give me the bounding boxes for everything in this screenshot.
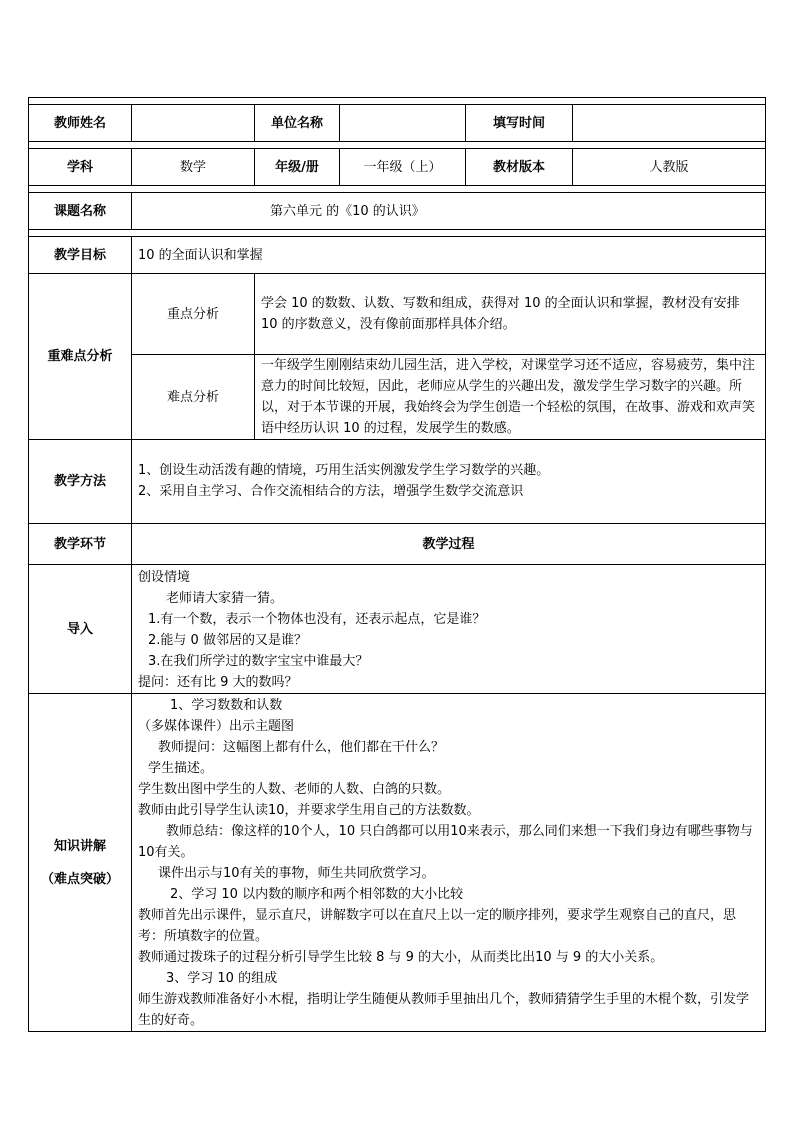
grade-label: 年级/册 (255, 149, 340, 186)
subject-label: 学科 (29, 149, 132, 186)
knowledge-line: 3、学习 10 的组成 (166, 971, 278, 986)
intro-line: 创设情境 (138, 570, 191, 585)
key-analysis-text: 学会 10 的数数、认数、写数和组成，获得对 10 的全面认识和掌握，教材没有安排 10 的序数意义，没有像前面那样具体介绍。 (255, 274, 766, 355)
method-label: 教学方法 (29, 440, 132, 524)
knowledge-line: 教师提问：这幅图上都有什么，他们都在干什么？ (158, 740, 445, 755)
topic-value: 第六单元 的《10 的认识》 (132, 193, 766, 230)
goal-value: 10 的全面认识和掌握 (132, 237, 766, 274)
table-gap (29, 186, 766, 193)
process-stage-label: 教学环节 (29, 524, 132, 565)
intro-label: 导入 (29, 565, 132, 694)
table-gap (29, 142, 766, 149)
table-gap (29, 230, 766, 237)
table-row (29, 274, 766, 355)
subject-value: 数学 (132, 149, 255, 186)
unit-name-value[interactable] (340, 105, 466, 142)
knowledge-line: 2、学习 10 以内数的顺序和两个相邻数的大小比较 (170, 887, 464, 902)
knowledge-line: （多媒体课件）出示主题图 (138, 719, 295, 734)
knowledge-line: 学生数出图中学生的人数、老师的人数、白鸽的只数。 (138, 782, 451, 797)
method-content (132, 440, 766, 524)
difficult-analysis-text: 一年级学生刚刚结束幼儿园生活，进入学校，对课堂学习还不适应，容易疲劳，集中注意力的时间比较短，因此，老师应从学生的兴趣出发，激发学生学习数字的兴趣。所以，对于本节课的开展，我始终会为学生创造一个轻松的氛围，在故事、游戏和欢声笑语中经历认识 10 的过程，发展学生的数感。 (255, 355, 766, 440)
intro-line: 2.能与 0 做邻居的又是谁？ (148, 633, 307, 648)
intro-line: 提问：还有比 9 大的数吗？ (138, 675, 298, 690)
knowledge-line: 1、学习数数和认数 (170, 698, 283, 713)
teacher-name-value[interactable] (132, 105, 255, 142)
knowledge-line: 教师通过拨珠子的过程分析引导学生比较 8 与 9 的大小，从而类比出10 与 9 的大小关系。 (138, 950, 664, 965)
table-row (29, 237, 766, 274)
knowledge-line: 学生描述。 (148, 761, 214, 776)
knowledge-line: 师生游戏教师准备好小木棍，指明让学生随便从教师手里抽出几个，教师猜猜学生手里的木棍个数，引发学生的好奇。 (138, 992, 750, 1028)
table-row (29, 105, 766, 142)
intro-line: 老师请大家猜一猜。 (166, 591, 284, 606)
grade-value: 一年级（上） (340, 149, 466, 186)
key-analysis-label: 重点分析 (132, 274, 255, 355)
fill-time-label: 填写时间 (466, 105, 573, 142)
topic-label: 课题名称 (29, 193, 132, 230)
table-row (29, 694, 766, 1032)
intro-content (132, 565, 766, 694)
method-line: 2、采用自主学习、合作交流相结合的方法，增强学生数学交流意识 (138, 484, 524, 499)
knowledge-sublabel: （难点突破） (40, 871, 119, 887)
table-row (29, 355, 766, 440)
fill-time-value[interactable] (573, 105, 766, 142)
teacher-name-label: 教师姓名 (29, 105, 132, 142)
knowledge-content (132, 694, 766, 1032)
knowledge-line: 教师总结：像这样的10个人，10 只白鸽都可以用10来表示，那么同们来想一下我们身边有哪些事物与10有关。 (138, 824, 753, 860)
intro-line: 3.在我们所学过的数字宝宝中谁最大？ (148, 654, 369, 669)
intro-line: 1.有一个数，表示一个物体也没有，还表示起点，它是谁？ (148, 612, 486, 627)
lesson-plan-table (28, 97, 766, 1032)
table-top-gap (29, 98, 766, 105)
table-row (29, 193, 766, 230)
textbook-value: 人教版 (573, 149, 766, 186)
method-line: 1、创设生动活泼有趣的情境，巧用生活实例激发学生学习数学的兴趣。 (138, 463, 550, 478)
table-row (29, 149, 766, 186)
knowledge-label: 知识讲解 (53, 838, 106, 854)
knowledge-line: 教师由此引导学生认读10，并要求学生用自己的方法数数。 (138, 803, 480, 818)
table-row (29, 565, 766, 694)
difficult-analysis-label: 难点分析 (132, 355, 255, 440)
table-row (29, 440, 766, 524)
analysis-label: 重难点分析 (29, 274, 132, 440)
textbook-label: 教材版本 (466, 149, 573, 186)
process-header: 教学过程 (132, 524, 766, 565)
unit-name-label: 单位名称 (255, 105, 340, 142)
knowledge-label-cell (29, 694, 132, 1032)
knowledge-line: 课件出示与10有关的事物，师生共同欣赏学习。 (158, 866, 435, 881)
knowledge-line: 教师首先出示课件，显示直尺，讲解数字可以在直尺上以一定的顺序排列，要求学生观察自己的直尺，思考：所填数字的位置。 (138, 908, 737, 944)
table-row (29, 524, 766, 565)
goal-label: 教学目标 (29, 237, 132, 274)
